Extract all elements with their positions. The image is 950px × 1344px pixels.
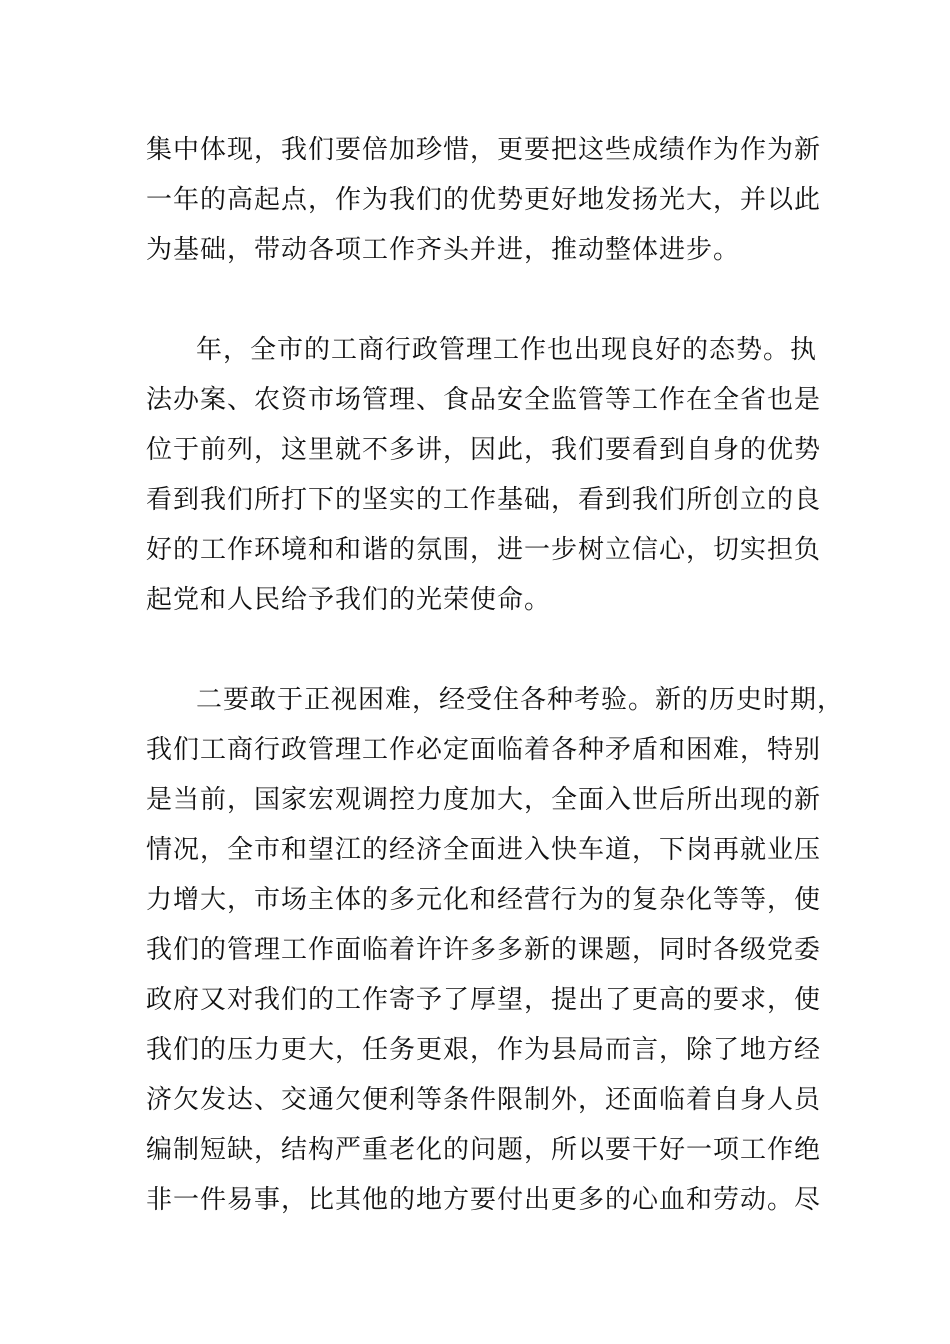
paragraph-line: 二要敢于正视困难，经受住各种考验。新的历史时期， (196, 685, 845, 715)
paragraph-line: 年，全市的工商行政管理工作也出现良好的态势。执 (196, 335, 818, 365)
paragraph-line: 力增大，市场主体的多元化和经营行为的复杂化等等，使 (146, 885, 822, 915)
paragraph-line: 是当前，国家宏观调控力度加大，全面入世后所出现的新 (146, 785, 822, 815)
paragraph-line: 编制短缺，结构严重老化的问题，所以要干好一项工作绝 (146, 1135, 822, 1165)
paragraph-line: 看到我们所打下的坚实的工作基础，看到我们所创立的良 (146, 485, 822, 515)
paragraph-line: 法办案、农资市场管理、食品安全监管等工作在全省也是 (146, 385, 822, 415)
paragraph-line: 济欠发达、交通欠便利等条件限制外，还面临着自身人员 (146, 1085, 822, 1115)
paragraph-line: 政府又对我们的工作寄予了厚望，提出了更高的要求，使 (146, 985, 822, 1015)
paragraph-line: 起党和人民给予我们的光荣使命。 (146, 585, 552, 615)
paragraph-line: 非一件易事，比其他的地方要付出更多的心血和劳动。尽 (146, 1185, 822, 1215)
paragraph-line: 我们的管理工作面临着许许多多新的课题，同时各级党委 (146, 935, 822, 965)
paragraph-line: 一年的高起点，作为我们的优势更好地发扬光大，并以此 (146, 185, 822, 215)
paragraph-line: 集中体现，我们要倍加珍惜，更要把这些成绩作为作为新 (146, 135, 822, 165)
paragraph-line: 好的工作环境和和谐的氛围，进一步树立信心，切实担负 (146, 535, 822, 565)
paragraph-line: 为基础，带动各项工作齐头并进，推动整体进步。 (146, 235, 741, 265)
paragraph-line: 情况，全市和望江的经济全面进入快车道，下岗再就业压 (146, 835, 822, 865)
paragraph-line: 我们工商行政管理工作必定面临着各种矛盾和困难，特别 (146, 735, 822, 765)
paragraph-line: 我们的压力更大，任务更艰，作为县局而言，除了地方经 (146, 1035, 822, 1065)
paragraph-line: 位于前列，这里就不多讲，因此，我们要看到自身的优势 (146, 435, 822, 465)
